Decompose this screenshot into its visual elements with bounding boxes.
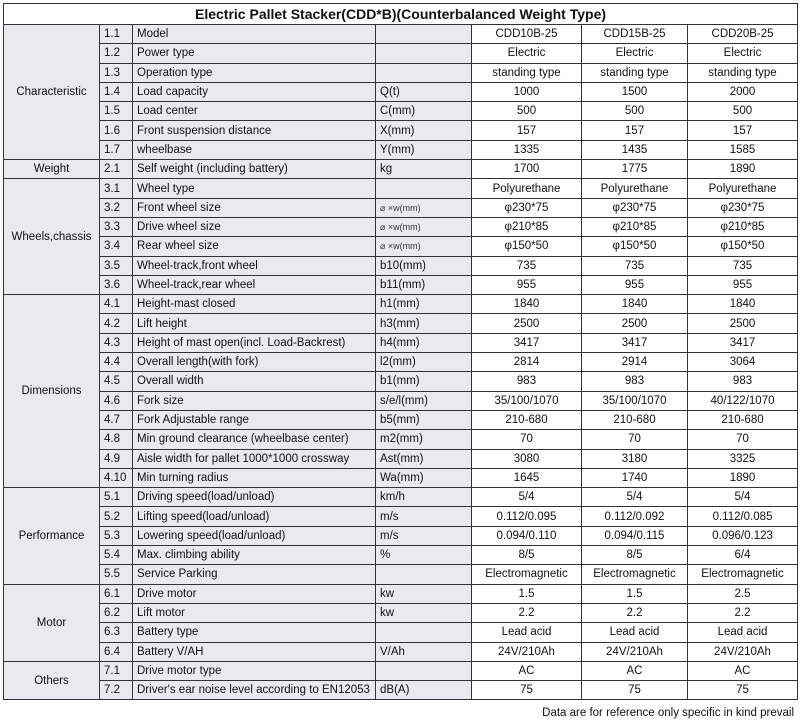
model-value: 0.096/0.123 — [688, 526, 798, 545]
model-value: CDD15B-25 — [582, 25, 688, 44]
model-value: 955 — [472, 275, 582, 294]
item-unit: Ast(mm) — [376, 449, 472, 468]
model-value: 1700 — [472, 160, 582, 179]
model-value: 35/100/1070 — [582, 391, 688, 410]
model-value: 735 — [472, 256, 582, 275]
table-row — [4, 391, 798, 410]
model-value: 0.112/0.092 — [582, 507, 688, 526]
table-row — [4, 507, 798, 526]
model-value: 1000 — [472, 82, 582, 101]
item-number: 1.5 — [100, 102, 133, 121]
table-row — [4, 565, 798, 584]
model-value: 70 — [582, 430, 688, 449]
model-value: AC — [688, 661, 798, 680]
item-number: 5.2 — [100, 507, 133, 526]
table-row — [4, 372, 798, 391]
model-value: 1500 — [582, 82, 688, 101]
item-name: Wheel type — [133, 179, 376, 198]
model-value: 735 — [688, 256, 798, 275]
table-row — [4, 140, 798, 159]
model-value: Electromagnetic — [472, 565, 582, 584]
item-number: 1.7 — [100, 140, 133, 159]
item-unit: m/s — [376, 526, 472, 545]
item-number: 5.1 — [100, 488, 133, 507]
table-row — [4, 256, 798, 275]
item-unit: m2(mm) — [376, 430, 472, 449]
model-value: 0.112/0.085 — [688, 507, 798, 526]
model-value: 70 — [472, 430, 582, 449]
item-unit: kw — [376, 584, 472, 603]
model-value: CDD20B-25 — [688, 25, 798, 44]
model-value: 210-680 — [688, 410, 798, 429]
model-value: 3080 — [472, 449, 582, 468]
model-value: 2814 — [472, 353, 582, 372]
item-number: 2.1 — [100, 160, 133, 179]
item-number: 1.4 — [100, 82, 133, 101]
item-name: wheelbase — [133, 140, 376, 159]
model-value: Polyurethane — [582, 179, 688, 198]
model-value: 0.094/0.110 — [472, 526, 582, 545]
model-value: 955 — [688, 275, 798, 294]
item-name: Wheel-track,rear wheel — [133, 275, 376, 294]
model-value: φ230*75 — [582, 198, 688, 217]
table-row — [4, 430, 798, 449]
table-row — [4, 333, 798, 352]
model-value: 500 — [582, 102, 688, 121]
model-value: 24V/210Ah — [472, 642, 582, 661]
model-value: 3417 — [582, 333, 688, 352]
item-unit: l2(mm) — [376, 353, 472, 372]
model-value: 40/122/1070 — [688, 391, 798, 410]
item-name: Min ground clearance (wheelbase center) — [133, 430, 376, 449]
item-unit: X(mm) — [376, 121, 472, 140]
model-value: 1890 — [688, 160, 798, 179]
item-number: 4.3 — [100, 333, 133, 352]
model-value: 210-680 — [582, 410, 688, 429]
item-unit: km/h — [376, 488, 472, 507]
item-name: Driver's ear noise level according to EN12053 — [133, 681, 376, 700]
table-row — [4, 603, 798, 622]
model-value: 2.2 — [582, 603, 688, 622]
item-name: Driving speed(load/unload) — [133, 488, 376, 507]
model-value: 75 — [472, 681, 582, 700]
item-name: Load capacity — [133, 82, 376, 101]
model-value: 955 — [582, 275, 688, 294]
model-value: standing type — [688, 63, 798, 82]
item-name: Power type — [133, 44, 376, 63]
item-name: Lift motor — [133, 603, 376, 622]
item-unit — [376, 44, 472, 63]
table-row — [4, 410, 798, 429]
category-cell: Wheels,chassis — [4, 179, 100, 295]
item-name: Overall length(with fork) — [133, 353, 376, 372]
model-value: 3064 — [688, 353, 798, 372]
item-number: 6.1 — [100, 584, 133, 603]
item-unit: b11(mm) — [376, 275, 472, 294]
item-name: Fork Adjustable range — [133, 410, 376, 429]
table-row — [4, 623, 798, 642]
model-value: 70 — [688, 430, 798, 449]
table-title: Electric Pallet Stacker(CDD*B)(Counterbalanced Weight Type) — [4, 4, 798, 25]
table-row — [4, 198, 798, 217]
item-name: Height of mast open(incl. Load-Backrest) — [133, 333, 376, 352]
footer-note: Data are for reference only specific in kind prevail — [542, 707, 794, 719]
model-value: Lead acid — [582, 623, 688, 642]
item-unit: b5(mm) — [376, 410, 472, 429]
category-cell: Dimensions — [4, 295, 100, 488]
item-name: Drive wheel size — [133, 217, 376, 236]
model-value: 24V/210Ah — [688, 642, 798, 661]
item-number: 6.3 — [100, 623, 133, 642]
model-value: Electromagnetic — [688, 565, 798, 584]
spec-body — [4, 25, 798, 700]
table-row — [4, 25, 798, 44]
item-number: 1.1 — [100, 25, 133, 44]
item-unit: s/e/l(mm) — [376, 391, 472, 410]
item-number: 6.4 — [100, 642, 133, 661]
category-cell: Weight — [4, 160, 100, 179]
model-value: 500 — [688, 102, 798, 121]
table-row — [4, 82, 798, 101]
model-value: standing type — [582, 63, 688, 82]
table-row — [4, 661, 798, 680]
model-value: 1840 — [688, 295, 798, 314]
model-value: 157 — [688, 121, 798, 140]
item-number: 3.5 — [100, 256, 133, 275]
item-number: 7.2 — [100, 681, 133, 700]
table-row — [4, 526, 798, 545]
item-number: 4.6 — [100, 391, 133, 410]
item-name: Wheel-track,front wheel — [133, 256, 376, 275]
item-name: Operation type — [133, 63, 376, 82]
table-row — [4, 642, 798, 661]
item-name: Height-mast closed — [133, 295, 376, 314]
item-unit: b10(mm) — [376, 256, 472, 275]
model-value: φ210*85 — [688, 217, 798, 236]
table-row — [4, 217, 798, 236]
item-number: 4.2 — [100, 314, 133, 333]
model-value: 2.2 — [688, 603, 798, 622]
model-value: Polyurethane — [688, 179, 798, 198]
item-unit: V/Ah — [376, 642, 472, 661]
item-unit: % — [376, 546, 472, 565]
model-value: 0.112/0.095 — [472, 507, 582, 526]
table-row — [4, 63, 798, 82]
item-name: Fork size — [133, 391, 376, 410]
item-name: Battery V/AH — [133, 642, 376, 661]
model-value: 1740 — [582, 468, 688, 487]
item-number: 4.7 — [100, 410, 133, 429]
category-cell: Characteristic — [4, 25, 100, 160]
model-value: 157 — [582, 121, 688, 140]
model-value: φ150*50 — [582, 237, 688, 256]
model-value: CDD10B-25 — [472, 25, 582, 44]
item-number: 6.2 — [100, 603, 133, 622]
model-value: 3417 — [472, 333, 582, 352]
category-cell: Others — [4, 661, 100, 700]
item-number: 3.3 — [100, 217, 133, 236]
model-value: 210-680 — [472, 410, 582, 429]
item-unit — [376, 25, 472, 44]
item-number: 4.10 — [100, 468, 133, 487]
model-value: AC — [472, 661, 582, 680]
item-name: Aisle width for pallet 1000*1000 crossway — [133, 449, 376, 468]
model-value: φ150*50 — [688, 237, 798, 256]
item-name: Drive motor type — [133, 661, 376, 680]
table-row — [4, 353, 798, 372]
model-value: 2.2 — [472, 603, 582, 622]
item-number: 3.1 — [100, 179, 133, 198]
table-row — [4, 237, 798, 256]
table-row — [4, 275, 798, 294]
model-value: 1775 — [582, 160, 688, 179]
item-number: 3.4 — [100, 237, 133, 256]
table-row — [4, 102, 798, 121]
model-value: 1335 — [472, 140, 582, 159]
model-value: 2500 — [688, 314, 798, 333]
spec-table — [3, 3, 798, 700]
item-unit: ⌀ ×w(mm) — [376, 237, 472, 256]
model-value: Electric — [472, 44, 582, 63]
item-number: 4.4 — [100, 353, 133, 372]
model-value: 500 — [472, 102, 582, 121]
item-number: 3.6 — [100, 275, 133, 294]
model-value: 2.5 — [688, 584, 798, 603]
table-row — [4, 488, 798, 507]
item-unit: kg — [376, 160, 472, 179]
model-value: 1.5 — [582, 584, 688, 603]
model-value: 1840 — [582, 295, 688, 314]
model-value: 2500 — [582, 314, 688, 333]
item-number: 5.4 — [100, 546, 133, 565]
table-row — [4, 584, 798, 603]
model-value: 6/4 — [688, 546, 798, 565]
model-value: φ230*75 — [472, 198, 582, 217]
model-value: 2000 — [688, 82, 798, 101]
item-number: 1.2 — [100, 44, 133, 63]
item-number: 1.6 — [100, 121, 133, 140]
item-unit — [376, 661, 472, 680]
model-value: φ150*50 — [472, 237, 582, 256]
model-value: 983 — [582, 372, 688, 391]
table-row — [4, 179, 798, 198]
item-unit: h4(mm) — [376, 333, 472, 352]
item-name: Model — [133, 25, 376, 44]
table-row — [4, 468, 798, 487]
item-name: Overall width — [133, 372, 376, 391]
item-unit: b1(mm) — [376, 372, 472, 391]
item-name: Self weight (including battery) — [133, 160, 376, 179]
item-unit: kw — [376, 603, 472, 622]
item-number: 5.5 — [100, 565, 133, 584]
item-unit — [376, 63, 472, 82]
item-name: Lift height — [133, 314, 376, 333]
item-name: Service Parking — [133, 565, 376, 584]
model-value: 3180 — [582, 449, 688, 468]
item-unit: dB(A) — [376, 681, 472, 700]
model-value: 735 — [582, 256, 688, 275]
category-cell: Performance — [4, 488, 100, 584]
item-unit — [376, 623, 472, 642]
model-value: 1435 — [582, 140, 688, 159]
model-value: 75 — [582, 681, 688, 700]
item-number: 4.8 — [100, 430, 133, 449]
model-value: φ210*85 — [582, 217, 688, 236]
model-value: 1890 — [688, 468, 798, 487]
item-name: Lowering speed(load/unload) — [133, 526, 376, 545]
item-name: Load center — [133, 102, 376, 121]
item-number: 7.1 — [100, 661, 133, 680]
item-number: 3.2 — [100, 198, 133, 217]
title-row — [4, 4, 798, 25]
item-unit: C(mm) — [376, 102, 472, 121]
model-value: 8/5 — [582, 546, 688, 565]
model-value: 3325 — [688, 449, 798, 468]
model-value: 2914 — [582, 353, 688, 372]
item-unit: Wa(mm) — [376, 468, 472, 487]
model-value: standing type — [472, 63, 582, 82]
item-number: 4.1 — [100, 295, 133, 314]
model-value: 5/4 — [582, 488, 688, 507]
spec-sheet — [3, 3, 797, 719]
item-unit — [376, 565, 472, 584]
item-unit — [376, 179, 472, 198]
table-row — [4, 121, 798, 140]
model-value: Polyurethane — [472, 179, 582, 198]
model-value: 0.094/0.115 — [582, 526, 688, 545]
item-unit: m/s — [376, 507, 472, 526]
item-name: Lifting speed(load/unload) — [133, 507, 376, 526]
item-name: Front wheel size — [133, 198, 376, 217]
item-name: Min turning radius — [133, 468, 376, 487]
item-number: 4.5 — [100, 372, 133, 391]
model-value: 1645 — [472, 468, 582, 487]
model-value: 75 — [688, 681, 798, 700]
table-row — [4, 44, 798, 63]
model-value: Electric — [688, 44, 798, 63]
item-unit: ⌀ ×w(mm) — [376, 198, 472, 217]
item-number: 5.3 — [100, 526, 133, 545]
table-row — [4, 314, 798, 333]
item-unit: h1(mm) — [376, 295, 472, 314]
model-value: 1840 — [472, 295, 582, 314]
model-value: 2500 — [472, 314, 582, 333]
table-row — [4, 295, 798, 314]
model-value: 1.5 — [472, 584, 582, 603]
item-name: Drive motor — [133, 584, 376, 603]
model-value: 8/5 — [472, 546, 582, 565]
table-row — [4, 546, 798, 565]
model-value: 157 — [472, 121, 582, 140]
model-value: 983 — [688, 372, 798, 391]
model-value: φ210*85 — [472, 217, 582, 236]
model-value: Lead acid — [472, 623, 582, 642]
model-value: AC — [582, 661, 688, 680]
model-value: Electric — [582, 44, 688, 63]
item-name: Front suspension distance — [133, 121, 376, 140]
model-value: 983 — [472, 372, 582, 391]
category-cell: Motor — [4, 584, 100, 661]
table-row — [4, 160, 798, 179]
model-value: 3417 — [688, 333, 798, 352]
item-name: Max. climbing ability — [133, 546, 376, 565]
model-value: Electromagnetic — [582, 565, 688, 584]
item-unit: ⌀ ×w(mm) — [376, 217, 472, 236]
model-value: 5/4 — [688, 488, 798, 507]
model-value: 35/100/1070 — [472, 391, 582, 410]
model-value: 24V/210Ah — [582, 642, 688, 661]
item-name: Rear wheel size — [133, 237, 376, 256]
item-unit: Y(mm) — [376, 140, 472, 159]
model-value: 5/4 — [472, 488, 582, 507]
item-number: 4.9 — [100, 449, 133, 468]
item-name: Battery type — [133, 623, 376, 642]
model-value: φ230*75 — [688, 198, 798, 217]
item-number: 1.3 — [100, 63, 133, 82]
item-unit: h3(mm) — [376, 314, 472, 333]
item-unit: Q(t) — [376, 82, 472, 101]
model-value: Lead acid — [688, 623, 798, 642]
model-value: 1585 — [688, 140, 798, 159]
table-row — [4, 681, 798, 700]
table-row — [4, 449, 798, 468]
